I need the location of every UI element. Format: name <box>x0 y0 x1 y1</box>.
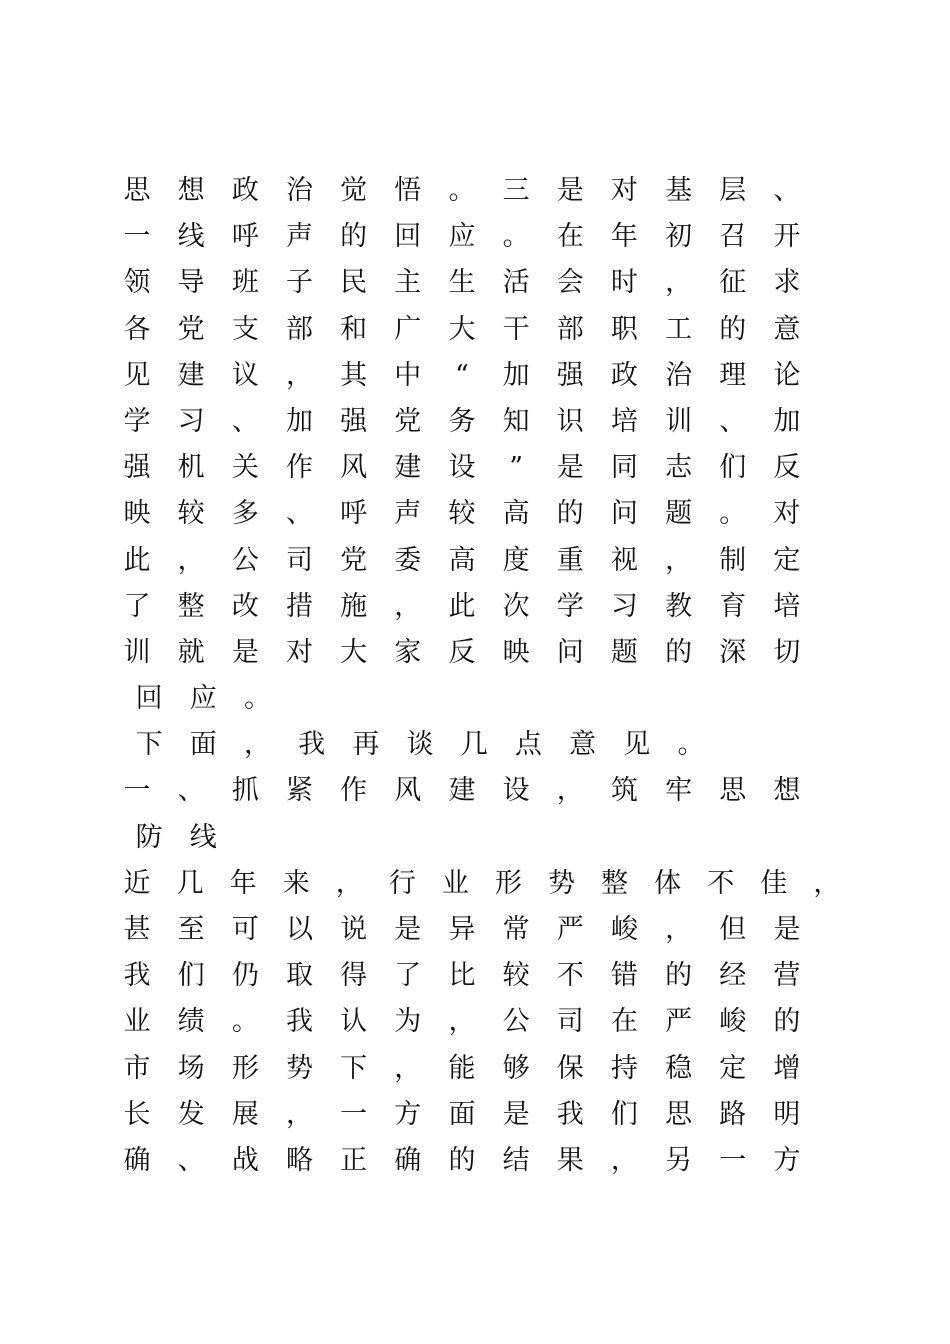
text-line: 业 绩 。 我 认 为 ， 公 司 在 严 峻 的 <box>123 1006 801 1038</box>
text-line: 市 场 形 势 下 ， 能 够 保 持 稳 定 增 <box>123 1052 801 1084</box>
text-line: 一 线 呼 声 的 回 应 。 在 年 初 召 开 <box>123 221 801 253</box>
text-line: 了 整 改 措 施 ， 此 次 学 习 教 育 培 <box>123 590 801 622</box>
text-line: 见 建 议 ， 其 中 “ 加 强 政 治 理 论 <box>123 359 801 391</box>
text-line: 领 导 班 子 民 主 生 活 会 时 ， 征 求 <box>123 267 801 299</box>
text-line: 甚 至 可 以 说 是 异 常 严 峻 ， 但 是 <box>123 914 801 945</box>
body-text <box>122 168 842 1184</box>
text-line: 近 几 年 来 ， 行 业 形 势 整 体 不 佳 ， <box>123 867 841 899</box>
text-line: 我 们 仍 取 得 了 比 较 不 错 的 经 营 <box>123 960 801 992</box>
section-heading: 一 、 抓 紧 作 风 建 设 ， 筑 牢 思 想 <box>123 775 801 807</box>
text-line: 长 发 展 ， 一 方 面 是 我 们 思 路 明 <box>123 1098 801 1130</box>
text-line: 学 习 、 加 强 党 务 知 识 培 训 、 加 <box>123 405 801 437</box>
text-line: 思 想 政 治 觉 悟 。 三 是 对 基 层 、 <box>123 175 801 206</box>
text-line: 映 较 多 、 呼 声 较 高 的 问 题 。 对 <box>123 498 801 530</box>
text-line: 训 就 是 对 大 家 反 映 问 题 的 深 切 <box>123 636 801 668</box>
text-line: 下 面 ， 我 再 谈 几 点 意 见 。 <box>135 729 705 761</box>
text-line: 此 ， 公 司 党 委 高 度 重 视 ， 制 定 <box>123 544 801 576</box>
text-line: 强 机 关 作 风 建 设 ” 是 同 志 们 反 <box>123 452 801 484</box>
text-line: 各 党 支 部 和 广 大 干 部 职 工 的 意 <box>123 313 801 345</box>
section-heading: 防 线 <box>135 821 217 853</box>
text-line: 回 应 。 <box>135 683 271 715</box>
text-line: 确 、 战 略 正 确 的 结 果 ， 另 一 方 <box>123 1144 801 1176</box>
